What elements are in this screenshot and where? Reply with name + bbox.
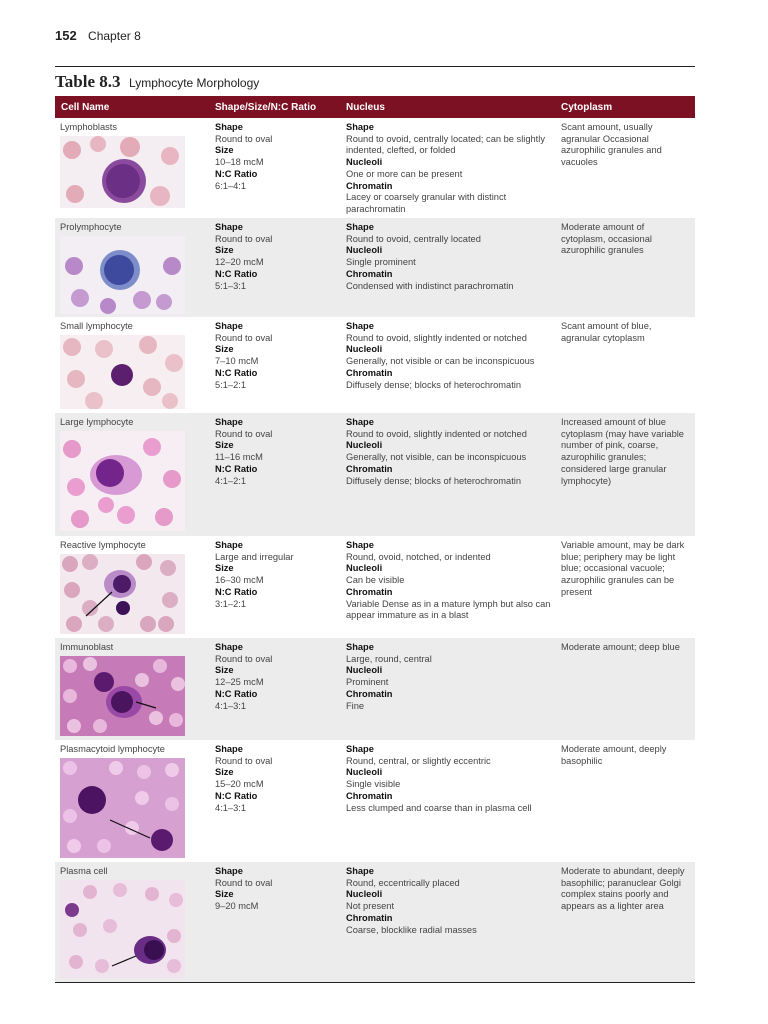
table-row: [55, 536, 695, 638]
column-header-cell-name: Cell Name: [61, 102, 110, 113]
cell-name: Plasma cell: [60, 866, 108, 876]
table-header: [55, 96, 695, 118]
shape-size-cell: Shape Round to oval Size 9–20 mcM: [215, 866, 273, 912]
shape-size-cell: Shape Large and irregular Size 16–30 mcM N:C Ratio 3:1–2:1: [215, 540, 294, 609]
reactive-lymphocyte-micrograph: [60, 554, 185, 634]
cell-name: Prolymphocyte: [60, 222, 122, 232]
table-row: [55, 413, 695, 536]
shape-size-cell: Shape Round to oval Size 12–20 mcM N:C Ratio 5:1–3:1: [215, 222, 273, 291]
column-header-cytoplasm: Cytoplasm: [561, 102, 613, 113]
table-name: Lymphocyte Morphology: [128, 76, 260, 90]
table-row: [55, 862, 695, 982]
page-header: [55, 28, 141, 43]
cell-name: Lymphoblasts: [60, 122, 118, 132]
cytoplasm-cell: Moderate to abundant, deeply basophilic; paranuclear Golgi complex stains poorly and appears as a lighter area: [561, 866, 685, 912]
nucleus-cell: Shape Round, eccentrically placed Nucleoli Not present Chromatin Coarse, blocklike radial masses: [346, 866, 477, 935]
cell-name: Immunoblast: [60, 642, 114, 652]
table-row: [55, 218, 695, 317]
nucleus-cell: Shape Large, round, central Nucleoli Prominent Chromatin Fine: [346, 642, 432, 711]
large-lymphocyte-micrograph: [60, 431, 185, 531]
cell-name: Large lymphocyte: [60, 417, 134, 427]
nucleus-cell: Shape Round to ovoid, slightly indented or notched Nucleoli Generally, not visible, can be inconspicuous Chromatin Diffusely dense; blocks of heterochromatin: [346, 417, 527, 486]
nucleus-cell: Shape Round to ovoid, centrally located; can be slightly indented, clefted, or folded Nucleoli One or more can be present Chromatin Lacey or coarsely granular with distinct parachromatin: [346, 122, 545, 214]
bottom-rule: [55, 982, 695, 983]
column-header-shape-size: Shape/Size/N:C Ratio: [215, 102, 317, 113]
page-number: 152: [55, 28, 77, 43]
cytoplasm-cell: Moderate amount; deep blue: [561, 642, 680, 652]
cytoplasm-cell: Moderate amount, deeply basophilic: [561, 744, 667, 766]
shape-size-cell: Shape Round to oval Size 7–10 mcM N:C Ratio 5:1–2:1: [215, 321, 273, 390]
cell-name: Reactive lymphocyte: [60, 540, 146, 550]
chapter-label: Chapter 8: [88, 29, 141, 43]
table-row: [55, 638, 695, 740]
nucleus-cell: Shape Round to ovoid, centrally located Nucleoli Single prominent Chromatin Condensed with indistinct parachromatin: [346, 222, 514, 291]
table-row: [55, 118, 695, 218]
prolymphocyte-micrograph: [60, 236, 185, 314]
shape-size-cell: Shape Round to oval Size 10–18 mcM N:C Ratio 6:1–4:1: [215, 122, 273, 191]
shape-size-cell: Shape Round to oval Size 12–25 mcM N:C Ratio 4:1–3:1: [215, 642, 273, 711]
cytoplasm-cell: Variable amount, may be dark blue; periphery may be light blue; occasional vacuole; azurophilic granules can be present: [561, 540, 685, 597]
cytoplasm-cell: Scant amount, usually agranular Occasional azurophilic granules and vacuoles: [561, 122, 662, 168]
plasma-cell-micrograph: [60, 880, 185, 978]
shape-size-cell: Shape Round to oval Size 11–16 mcM N:C Ratio 4:1–2:1: [215, 417, 273, 486]
cell-name: Small lymphocyte: [60, 321, 133, 331]
cytoplasm-cell: Increased amount of blue cytoplasm (may have variable number of pink, coarse, azurophilic granules; considered large granular lymphocyte): [561, 417, 684, 486]
nucleus-cell: Shape Round to ovoid, slightly indented or notched Nucleoli Generally, not visible or can be inconspicuous Chromatin Diffusely dense; blocks of heterochromatin: [346, 321, 535, 390]
shape-size-cell: Shape Round to oval Size 15–20 mcM N:C Ratio 4:1–3:1: [215, 744, 273, 813]
cell-name: Plasmacytoid lymphocyte: [60, 744, 165, 754]
lymphoblast-micrograph: [60, 136, 185, 208]
table-title: [55, 72, 259, 92]
top-rule: [55, 66, 695, 67]
small-lymphocyte-micrograph: [60, 335, 185, 409]
cytoplasm-cell: Scant amount of blue, agranular cytoplasm: [561, 321, 652, 343]
nucleus-cell: Shape Round, ovoid, notched, or indented Nucleoli Can be visible Chromatin Variable Dense as in a mature lymph but also can appear immature as in a blast: [346, 540, 551, 621]
nucleus-cell: Shape Round, central, or slightly eccentric Nucleoli Single visible Chromatin Less clumped and coarse than in plasma cell: [346, 744, 532, 813]
cytoplasm-cell: Moderate amount of cytoplasm, occasional azurophilic granules: [561, 222, 652, 256]
table-row: [55, 317, 695, 413]
table-number: Table 8.3: [55, 72, 121, 91]
plasmacytoid-lymphocyte-micrograph: [60, 758, 185, 858]
immunoblast-micrograph: [60, 656, 185, 736]
column-header-nucleus: Nucleus: [346, 102, 385, 113]
table-row: [55, 740, 695, 862]
